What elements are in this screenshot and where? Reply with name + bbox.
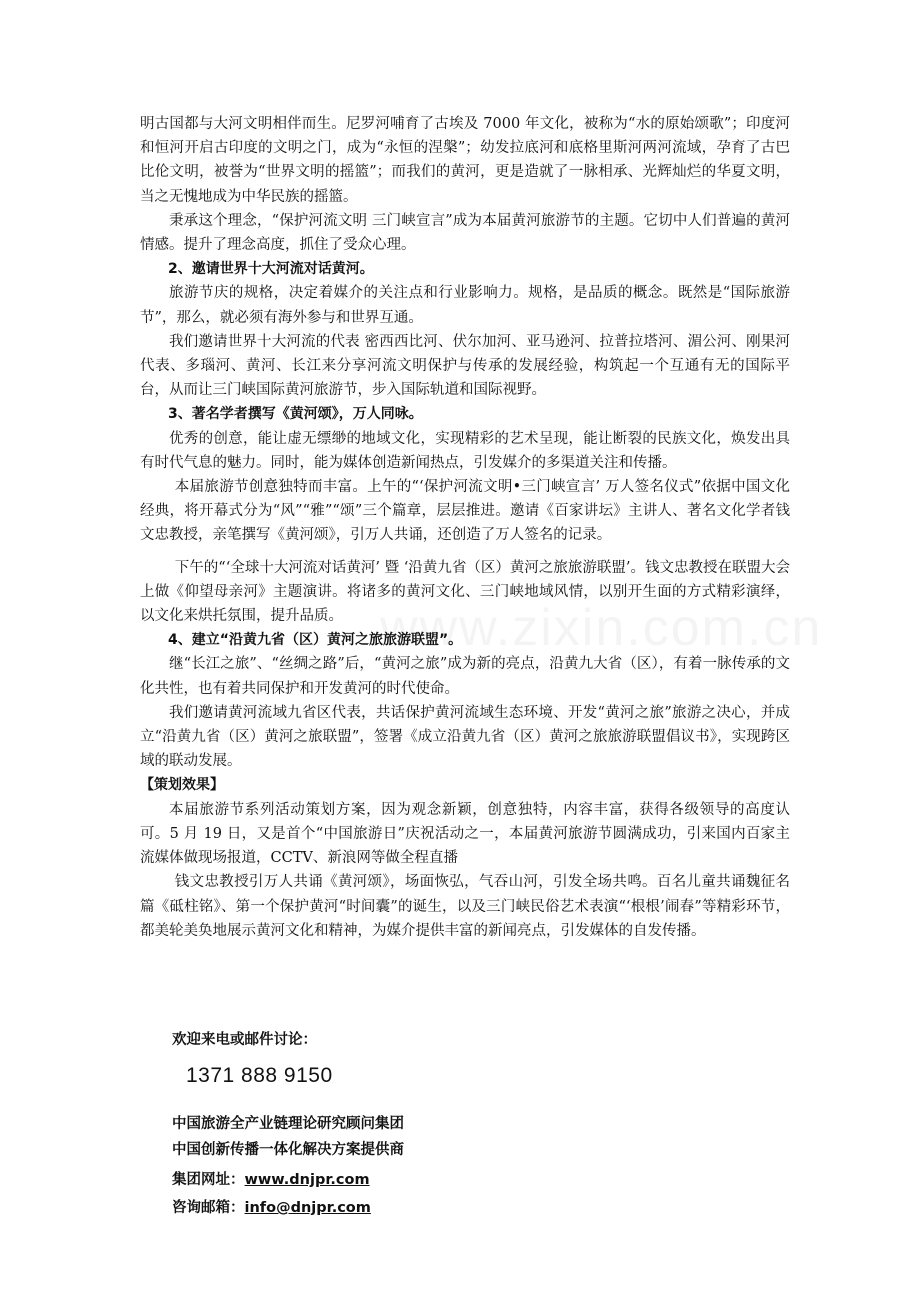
paragraph: 本届旅游节系列活动策划方案，因为观念新颖，创意独特，内容丰富，获得各级领导的高度认可。5 月 19 日，又是首个“中国旅游日”庆祝活动之一，本届黄河旅游节圆满成功，引来国内百家主流媒体做现场报道，CCTV、新浪网等做全程直播 [140,801,790,867]
org-line-2: 中国创新传播一体化解决方案提供商 [172,1142,404,1158]
section-heading: 3、著名学者撰写《黄河颂》，万人同咏。 [168,406,423,423]
paragraph: 优秀的创意，能让虚无缥缈的地域文化，实现精彩的艺术呈现，能让断裂的民族文化，焕发出具有时代气息的魅力。同时，能为媒体创造新闻热点，引发媒介的多渠道关注和传播。 [140,430,790,471]
document-body [140,112,790,943]
paragraph: 本届旅游节创意独特而丰富。上午的“‘保护河流文明•三门峡宣言’ 万人签名仪式”依据中国文化经典，将开幕式分为“风”“雅”“颂”三个篇章，层层推进。邀请《百家讲坛》主讲人、著名文化学者钱文忠教授，亲笔撰写《黄河颂》，引万人共诵，还创造了万人签名的记录。 [140,479,790,544]
paragraph: 明古国都与大河文明相伴而生。尼罗河哺育了古埃及 7000 年文化，被称为“水的原始颂歌”；印度河和恒河开启古印度的文明之门，成为“永恒的涅槃”；幼发拉底河和底格里斯河两河流域，孕育了古巴比伦文明，被誉为“世界文明的摇篮”；而我们的黄河，更是造就了一脉相承、光辉灿烂的华夏文明，当之无愧地成为中华民族的摇篮。 [140,116,790,205]
website-label: 集团网址： [172,1172,245,1188]
org-line-1: 中国旅游全产业链理论研究顾问集团 [172,1116,404,1132]
paragraph: 旅游节庆的规格，决定着媒介的关注点和行业影响力。规格，是品质的概念。既然是“国际旅游节”，那么，就必须有海外参与和世界互通。 [140,285,790,326]
section-heading: 4、建立“沿黄九省（区）黄河之旅旅游联盟”。 [168,632,463,649]
contact-phone: 1371 888 9150 [186,1064,333,1087]
effect-section-tag: 【策划效果】 [140,777,224,794]
section-heading: 2、邀请世界十大河流对话黄河。 [168,261,374,278]
website-link[interactable]: www.dnjpr.com [244,1172,370,1188]
website-line [172,1168,370,1189]
email-label: 咨询邮箱： [172,1200,245,1216]
paragraph: 秉承这个理念，“保护河流文明 三门峡宣言”成为本届黄河旅游节的主题。它切中人们普遍的黄河情感。提升了理念高度，抓住了受众心理。 [140,212,790,254]
watermark: www.zixin.com.cn [380,599,823,657]
paragraph: 我们邀请黄河流域九省区代表，共话保护黄河流域生态环境、开发“黄河之旅”旅游之决心，并成立“沿黄九省（区）黄河之旅联盟”，签署《成立沿黄九省（区）黄河之旅旅游联盟倡议书》，实现跨区域的联动发展。 [140,704,790,770]
contact-invite: 欢迎来电或邮件讨论： [172,1032,317,1048]
paragraph: 我们邀请世界十大河流的代表 密西西比河、伏尔加河、亚马逊河、拉普拉塔河、湄公河、刚果河代表、多瑙河、黄河、长江来分享河流文明保护与传承的发展经验，构筑起一个互通有无的国际平台，从而让三门峡国际黄河旅游节，步入国际轨道和国际视野。 [140,333,790,399]
paragraph: 下午的“‘全球十大河流对话黄河’ 暨 ‘沿黄九省（区）黄河之旅旅游联盟’。钱文忠教授在联盟大会上做《仰望母亲河》主题演讲。将诸多的黄河文化、三门峡地域风情，以别开生面的方式精彩演绎，以文化来烘托氛围，提升品质。 [140,559,790,625]
paragraph: 钱文忠教授引万人共诵《黄河颂》，场面恢弘，气吞山河，引发全场共鸣。百名儿童共诵魏征名篇《砥柱铭》、第一个保护黄河“时间囊”的诞生，以及三门峡民俗艺术表演“‘根根’闹春”等精彩环节，都美轮美奂地展示黄河文化和精神，为媒介提供丰富的新闻亮点，引发媒体的自发传播。 [140,874,790,939]
email-link[interactable]: info@dnjpr.com [244,1200,371,1216]
email-line [172,1196,371,1217]
paragraph: 继“长江之旅”、“丝绸之路”后，“黄河之旅”成为新的亮点，沿黄九大省（区），有着一脉传承的文化共性，也有着共同保护和开发黄河的时代使命。 [140,656,790,697]
